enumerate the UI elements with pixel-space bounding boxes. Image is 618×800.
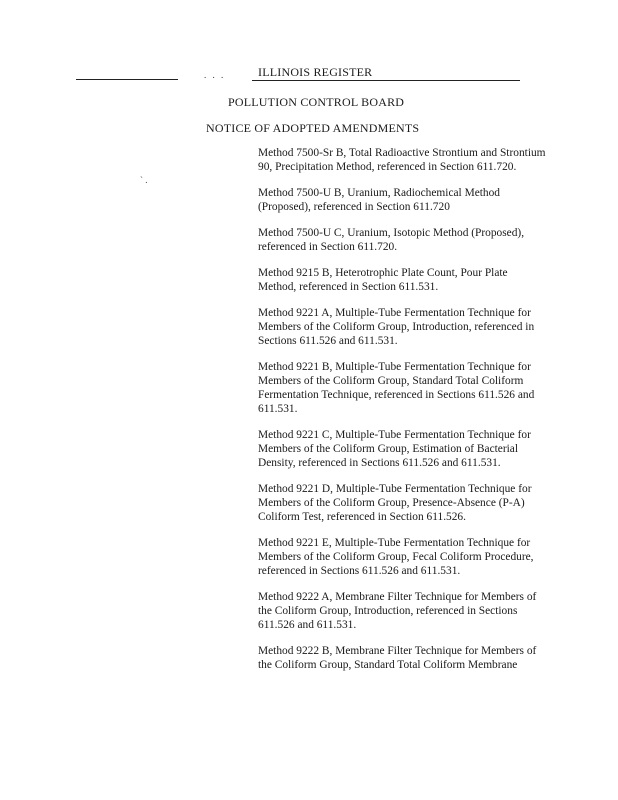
board-name: POLLUTION CONTROL BOARD [228,95,405,109]
register-title: ILLINOIS REGISTER [258,65,373,79]
method-entry: Method 9221 A, Multiple-Tube Fermentation Technique for Members of the Coliform Group, Introduction, referenced in Sections 611.526 and 611.531. [258,307,535,347]
method-entry: Method 9221 E, Multiple-Tube Fermentation Technique for Members of the Coliform Group, Fecal Coliform Procedure, referenced in Sections 611.526 and 611.531. [258,537,534,577]
method-entry: Method 9221 D, Multiple-Tube Fermentation Technique for Members of the Coliform Group, Presence-Absence (P-A) Coliform Test, referenced in Section 611.526. [258,483,532,523]
method-entry: Method 9221 C, Multiple-Tube Fermentation Technique for Members of the Coliform Group, Estimation of Bacterial Density, referenced in Sections 611.526 and 611.531. [258,429,531,469]
header-dots: . . . [204,70,226,80]
method-entry: Method 7500-U C, Uranium, Isotopic Method (Proposed), referenced in Section 611.720. [258,227,525,253]
method-entry: Method 7500-U B, Uranium, Radiochemical Method (Proposed), referenced in Section 611.720 [258,187,501,213]
method-entry: Method 9215 B, Heterotrophic Plate Count, Pour Plate Method, referenced in Section 611.531. [258,267,508,293]
scan-specks: ` . [140,175,148,185]
method-entry: Method 9222 B, Membrane Filter Technique for Members of the Coliform Group, Standard Total Coliform Membrane [258,645,537,671]
method-entry: Method 7500-Sr B, Total Radioactive Strontium and Strontium 90, Precipitation Method, referenced in Section 611.720. [258,147,546,173]
notice-title: NOTICE OF ADOPTED AMENDMENTS [206,121,420,135]
methods-list [258,146,548,684]
method-entry: Method 9222 A, Membrane Filter Technique for Members of the Coliform Group, Introduction, referenced in Sections 611.526 and 611.531. [258,591,537,631]
header-rule-right [252,80,520,81]
method-entry: Method 9221 B, Multiple-Tube Fermentation Technique for Members of the Coliform Group, Standard Total Coliform Fermentation Technique, referenced in Sections 611.526 and 611.531. [258,361,535,415]
header-rule-left [76,79,178,80]
